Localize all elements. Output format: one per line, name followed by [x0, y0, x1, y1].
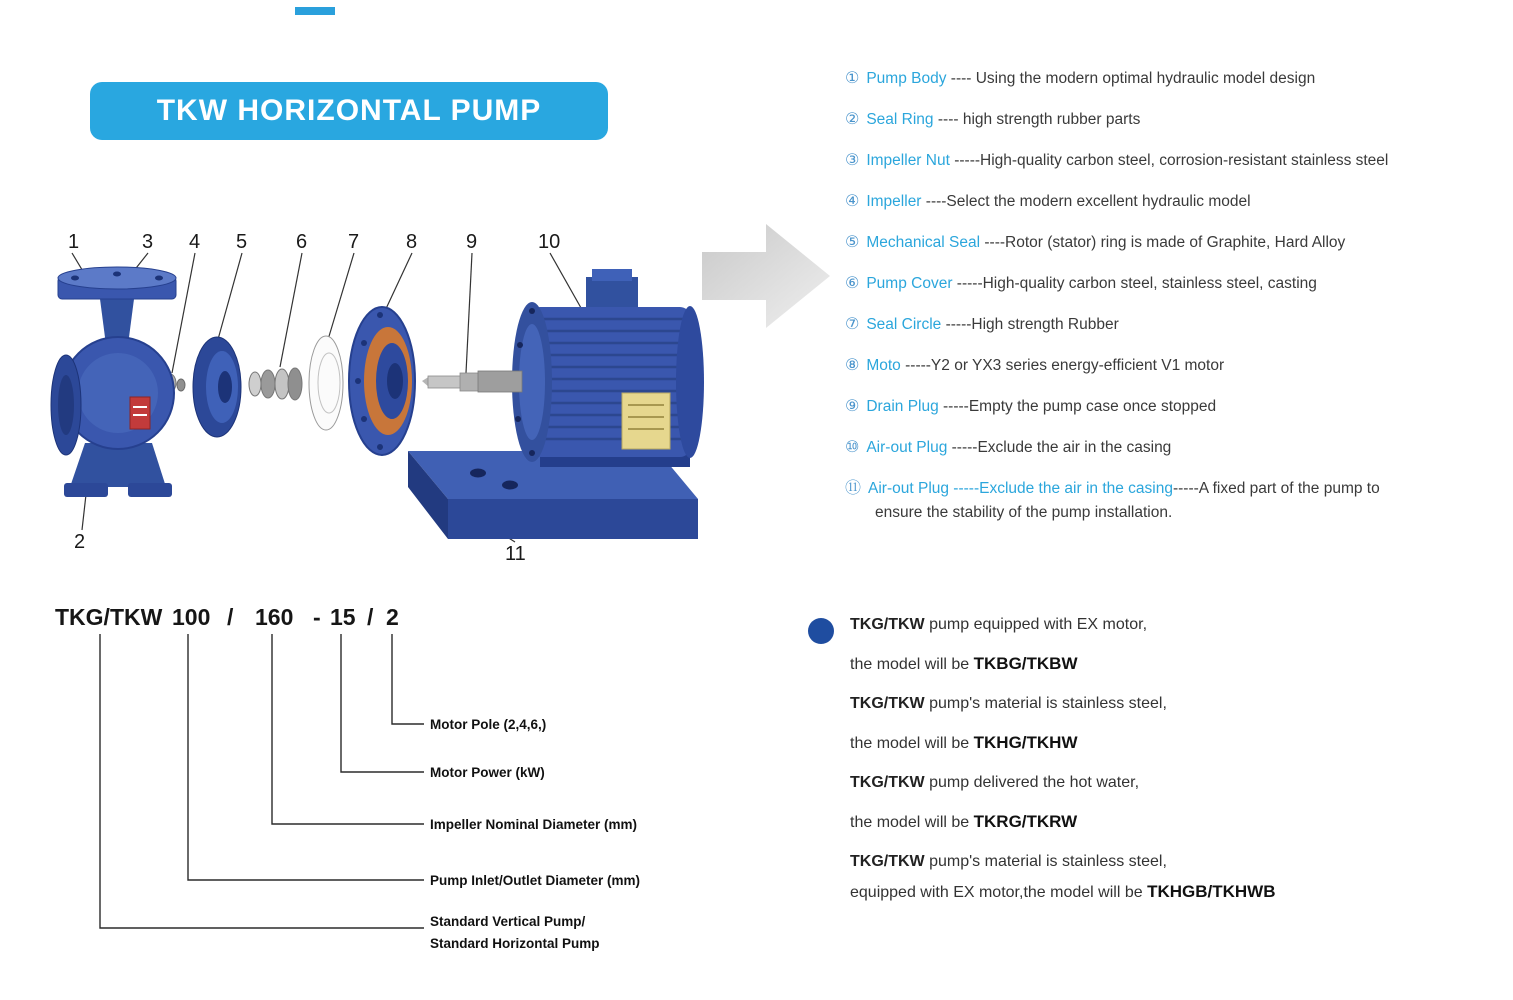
- callout-9: 9: [466, 231, 478, 253]
- model-code-power: 15: [330, 604, 356, 630]
- parts-list-item-11: [845, 476, 1505, 525]
- parts-list-item-10: [845, 435, 1505, 460]
- part-name: Seal Ring: [866, 111, 934, 128]
- part-description: ----Rotor (stator) ring is made of Graphite, Hard Alloy: [980, 234, 1346, 251]
- note-condition: TKG/TKW pump delivered the hot water,: [850, 774, 1140, 791]
- parts-list-item-7: [845, 312, 1505, 337]
- label-pump-type-line2: Standard Horizontal Pump: [430, 936, 600, 951]
- callout-3: 3: [142, 231, 154, 253]
- decorative-dash: [295, 7, 335, 15]
- callout-11: 11: [505, 543, 526, 565]
- callout-8: 8: [406, 231, 418, 253]
- model-code-connector-lines: [0, 598, 760, 988]
- parts-list-item-4: [845, 189, 1505, 214]
- part-description: ---- Using the modern optimal hydraulic model design: [946, 70, 1316, 87]
- part-name: Air-out Plug -----Exclude the air in the casing: [868, 480, 1173, 497]
- mechanical-seal-rings: [249, 368, 302, 400]
- note-result: the model will be TKHG/TKHW: [850, 733, 1078, 752]
- seal-disc: [309, 336, 343, 430]
- exploded-pump-diagram: [30, 215, 760, 575]
- part-name: Seal Circle: [866, 316, 942, 333]
- note-result: the model will be TKRG/TKRW: [850, 812, 1078, 831]
- pump-cover: [349, 307, 415, 455]
- part-description: ----Select the modern excellent hydraulic model: [921, 193, 1251, 210]
- parts-list-item-9: [845, 394, 1505, 419]
- pump-label: [130, 397, 150, 429]
- parts-list-item-5: [845, 230, 1505, 255]
- parts-list-item-8: [845, 353, 1505, 378]
- label-impeller-diameter: Impeller Nominal Diameter (mm): [430, 817, 638, 832]
- part-name: Impeller: [866, 193, 922, 210]
- note-condition: TKG/TKW pump's material is stainless steel,: [850, 695, 1167, 712]
- part-name: Drain Plug: [866, 398, 939, 415]
- callout-5: 5: [236, 231, 248, 253]
- callout-7: 7: [348, 231, 360, 253]
- part-name: Pump Cover: [866, 275, 953, 292]
- model-code-slash-2: /: [367, 604, 374, 630]
- part-description: ---- high strength rubber parts: [933, 111, 1141, 128]
- pump-shaft: [422, 371, 522, 392]
- part-number-badge: ⑦: [845, 314, 860, 333]
- parts-list-item-3: [845, 148, 1505, 173]
- part-name: Pump Body: [866, 70, 947, 87]
- part-number-badge: ①: [845, 68, 860, 87]
- callout-6: 6: [296, 231, 308, 253]
- part-description: -----High strength Rubber: [941, 316, 1119, 333]
- impeller: [193, 337, 241, 437]
- model-code-dash: -: [313, 604, 321, 630]
- parts-list-item-1: [845, 66, 1505, 91]
- pump-body: [51, 267, 176, 497]
- part-description: -----Empty the pump case once stopped: [938, 398, 1217, 415]
- part-name: Air-out Plug: [866, 439, 948, 456]
- callout-2: 2: [74, 531, 86, 553]
- model-code-slash-1: /: [227, 604, 234, 630]
- part-name: Moto: [866, 357, 901, 374]
- model-code-inlet-size: 100: [172, 604, 211, 630]
- motor-nameplate: [622, 393, 670, 449]
- model-code-prefix: TKG/TKW: [55, 604, 163, 630]
- part-number-badge: ⑥: [845, 273, 860, 292]
- model-code-impeller-size: 160: [255, 604, 294, 630]
- part-number-badge: ②: [845, 109, 860, 128]
- page-title: TKW HORIZONTAL PUMP: [156, 94, 542, 127]
- parts-list-item-6: [845, 271, 1505, 296]
- part-number-badge: ⑧: [845, 355, 860, 374]
- label-pump-type-line1: Standard Vertical Pump/: [430, 914, 586, 929]
- label-motor-power: Motor Power (kW): [430, 765, 545, 780]
- part-description: -----Y2 or YX3 series energy-efficient V1 motor: [900, 357, 1225, 374]
- callout-10: 10: [538, 231, 561, 253]
- note-result: the model will be TKBG/TKBW: [850, 654, 1078, 673]
- part-number-badge: ⑪: [845, 478, 862, 497]
- part-description: -----High-quality carbon steel, corrosion-resistant stainless steel: [949, 152, 1389, 169]
- label-inlet-outlet: Pump Inlet/Outlet Diameter (mm): [430, 873, 641, 888]
- part-number-badge: ⑨: [845, 396, 860, 415]
- bullet-icon: [808, 618, 834, 644]
- model-variant-notes: [850, 612, 1440, 919]
- callout-4: 4: [189, 231, 201, 253]
- note-result: equipped with EX motor,the model will be TKHGB/TKHWB: [850, 882, 1276, 901]
- part-name: Mechanical Seal: [866, 234, 981, 251]
- part-description: -----A fixed part of the pump to: [1172, 480, 1380, 497]
- parts-description-list: [845, 66, 1505, 541]
- note-condition: TKG/TKW pump's material is stainless steel,: [850, 853, 1167, 870]
- motor: [512, 269, 704, 467]
- part-number-badge: ④: [845, 191, 860, 210]
- part-description: -----Exclude the air in the casing: [947, 439, 1172, 456]
- part-description-line2: ensure the stability of the pump installation.: [875, 504, 1173, 521]
- note-condition: TKG/TKW pump equipped with EX motor,: [850, 616, 1148, 633]
- arrow-right-icon: [702, 210, 834, 342]
- model-code-pole: 2: [386, 604, 399, 630]
- title-banner: [90, 82, 608, 140]
- part-number-badge: ③: [845, 150, 860, 169]
- part-description: -----High-quality carbon steel, stainless steel, casting: [952, 275, 1317, 292]
- label-motor-pole: Motor Pole (2,4,6,): [430, 717, 547, 732]
- part-number-badge: ⑤: [845, 232, 860, 251]
- callout-1: 1: [68, 231, 80, 253]
- part-name: Impeller Nut: [866, 152, 950, 169]
- parts-list-item-2: [845, 107, 1505, 132]
- part-number-badge: ⑩: [845, 437, 860, 456]
